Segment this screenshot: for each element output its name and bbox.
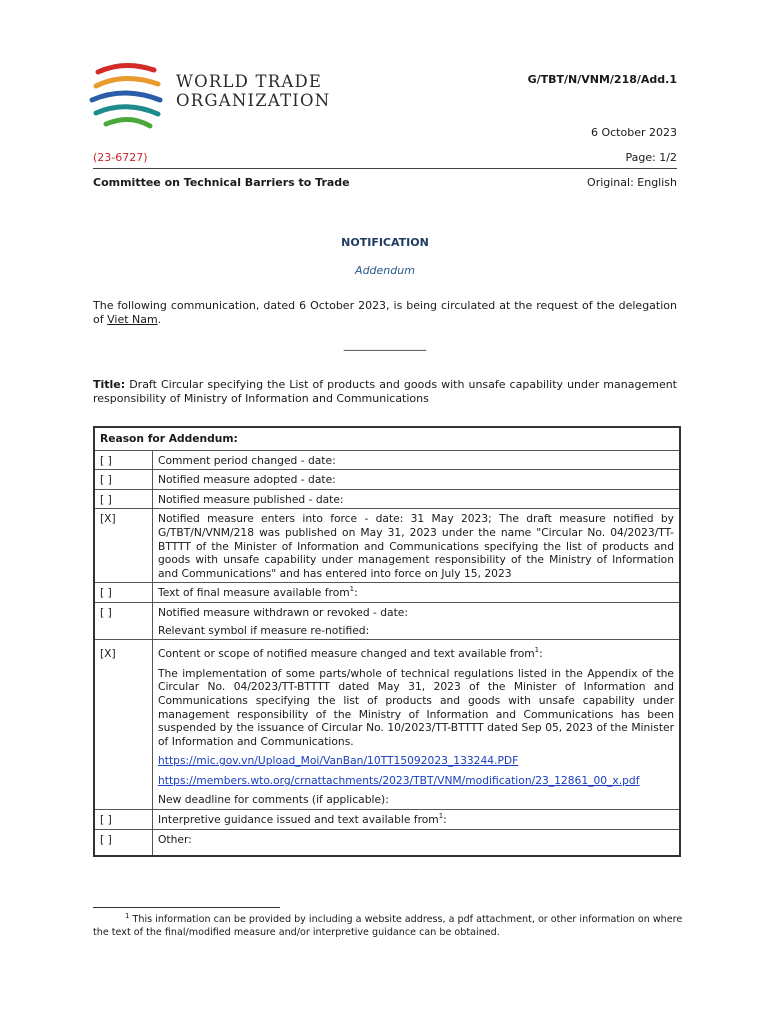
row-cell [153, 810, 681, 830]
checkbox-mark: [X] [94, 509, 153, 583]
checkbox-mark: [ ] [94, 450, 153, 470]
checkbox-mark: [ ] [94, 583, 153, 603]
document-symbol: G/TBT/N/VNM/218/Add.1 [527, 73, 677, 86]
row-text: Other: [153, 829, 681, 856]
org-name-line2: ORGANIZATION [176, 91, 331, 110]
org-name-line1: WORLD TRADE [176, 72, 323, 91]
row-suffix: : [443, 813, 447, 827]
table-row [94, 583, 680, 603]
row-text: Interpretive guidance issued and text available from [158, 813, 439, 827]
row-cell [153, 640, 681, 810]
row-text: Notified measure enters into force - date: 31 May 2023; The draft measure notified by G/TBT/N/VNM/218 was published on May 31, 2023 under the name "Circular No. 04/2023/TT-BTTTT of the Minister of Information and Communications specifying the list of products and goods with unsafe capability under management responsibility of the Ministry of Information and Communications" and has entered into force on July 15, 2023 [158, 512, 674, 580]
checkbox-mark: [ ] [94, 810, 153, 830]
committee-name: Committee on Technical Barriers to Trade [93, 176, 350, 189]
addendum-subheading: Addendum [355, 264, 415, 277]
wto-wordmark [176, 72, 330, 110]
checkbox-mark: [ ] [94, 602, 153, 639]
table-row [94, 509, 680, 583]
table-row [94, 489, 680, 509]
footnote-ref[interactable]: 1 [438, 812, 444, 821]
link-paragraph [158, 754, 674, 768]
row-text: Notified measure adopted - date: [153, 470, 681, 490]
footnote-text: This information can be provided by including a website address, a pdf attachment, or other information on where the text of the final/modified measure and/or interpretive guidance can be obtained. [93, 914, 683, 938]
table-row [94, 470, 680, 490]
footnote-number: 1 [125, 912, 130, 920]
checkbox-mark: [X] [94, 640, 153, 810]
title-label: Title: [93, 378, 126, 391]
page-indicator: Page: 1/2 [625, 151, 677, 164]
original-language: Original: English [587, 176, 677, 189]
footnote-number-wrap [93, 914, 129, 925]
new-deadline: New deadline for comments (if applicable): [158, 793, 389, 807]
row-text: Text of final measure available from [158, 586, 350, 600]
row-text-secondary: Relevant symbol if measure re-notified: [158, 623, 370, 637]
row-cell [153, 602, 681, 639]
wto-attachment-link[interactable]: https://members.wto.org/crnattachments/2023/TBT/VNM/modification/23_12861_00_x.pdf [158, 773, 640, 787]
document-number: (23-6727) [93, 151, 148, 164]
intro-paragraph [93, 299, 677, 327]
intro-text: The following communication, dated 6 October 2023, is being circulated at the request of the delegation of [93, 299, 677, 326]
table-row [94, 810, 680, 830]
reason-for-addendum-table [93, 426, 681, 857]
checkbox-mark: [ ] [94, 489, 153, 509]
footnote-ref[interactable]: 1 [349, 585, 355, 594]
checkbox-mark: [ ] [94, 470, 153, 490]
footnote [93, 913, 683, 939]
row-cell [153, 583, 681, 603]
table-header-row [94, 427, 680, 450]
header-divider [93, 168, 677, 169]
row-suffix: : [539, 647, 543, 661]
change-detail: The implementation of some parts/whole of technical regulations listed in the Appendix of the Circular No. 04/2023/TT-BTTTT dated May 31, 2023 of the Minister of Information and Communications specifying the list of products and goods with unsafe capability under management responsibility of the Ministry of Information and Communications has been suspended by the issuance of Circular No. 10/2023/TT-BTTTT dated Sep 05, 2023 of the Minister of Information and Communications. [158, 666, 674, 748]
row-text: Content or scope of notified measure changed and text available from [158, 647, 535, 661]
footnote-ref[interactable]: 1 [534, 646, 540, 655]
table-row [94, 450, 680, 470]
document-date: 6 October 2023 [590, 126, 677, 139]
table-row [94, 602, 680, 639]
checkbox-mark: [ ] [94, 829, 153, 856]
title-text: Draft Circular specifying the List of products and goods with unsafe capability under management responsibility of Ministry of Information and Communications [93, 378, 677, 405]
table-heading-cell [94, 427, 680, 450]
country-name: Viet Nam [107, 313, 158, 326]
row-suffix: : [354, 586, 358, 600]
row-text: Notified measure withdrawn or revoked - date: [158, 605, 408, 619]
row-text: Comment period changed - date: [153, 450, 681, 470]
row-text: Notified measure published - date: [153, 489, 681, 509]
table-row [94, 640, 680, 810]
reason-heading: Reason for Addendum: [100, 432, 238, 445]
intro-end: . [157, 313, 162, 326]
row-heading-line [158, 647, 674, 661]
link-paragraph [158, 774, 674, 788]
footnote-divider [93, 907, 280, 908]
notification-heading: NOTIFICATION [341, 236, 429, 249]
mic-document-link[interactable]: https://mic.gov.vn/Upload_Moi/VanBan/10TT15092023_133244.PDF [158, 754, 519, 768]
table-row [94, 829, 680, 856]
title-paragraph [93, 378, 677, 406]
separator-line: _______________ [343, 338, 427, 351]
row-cell [153, 509, 681, 583]
